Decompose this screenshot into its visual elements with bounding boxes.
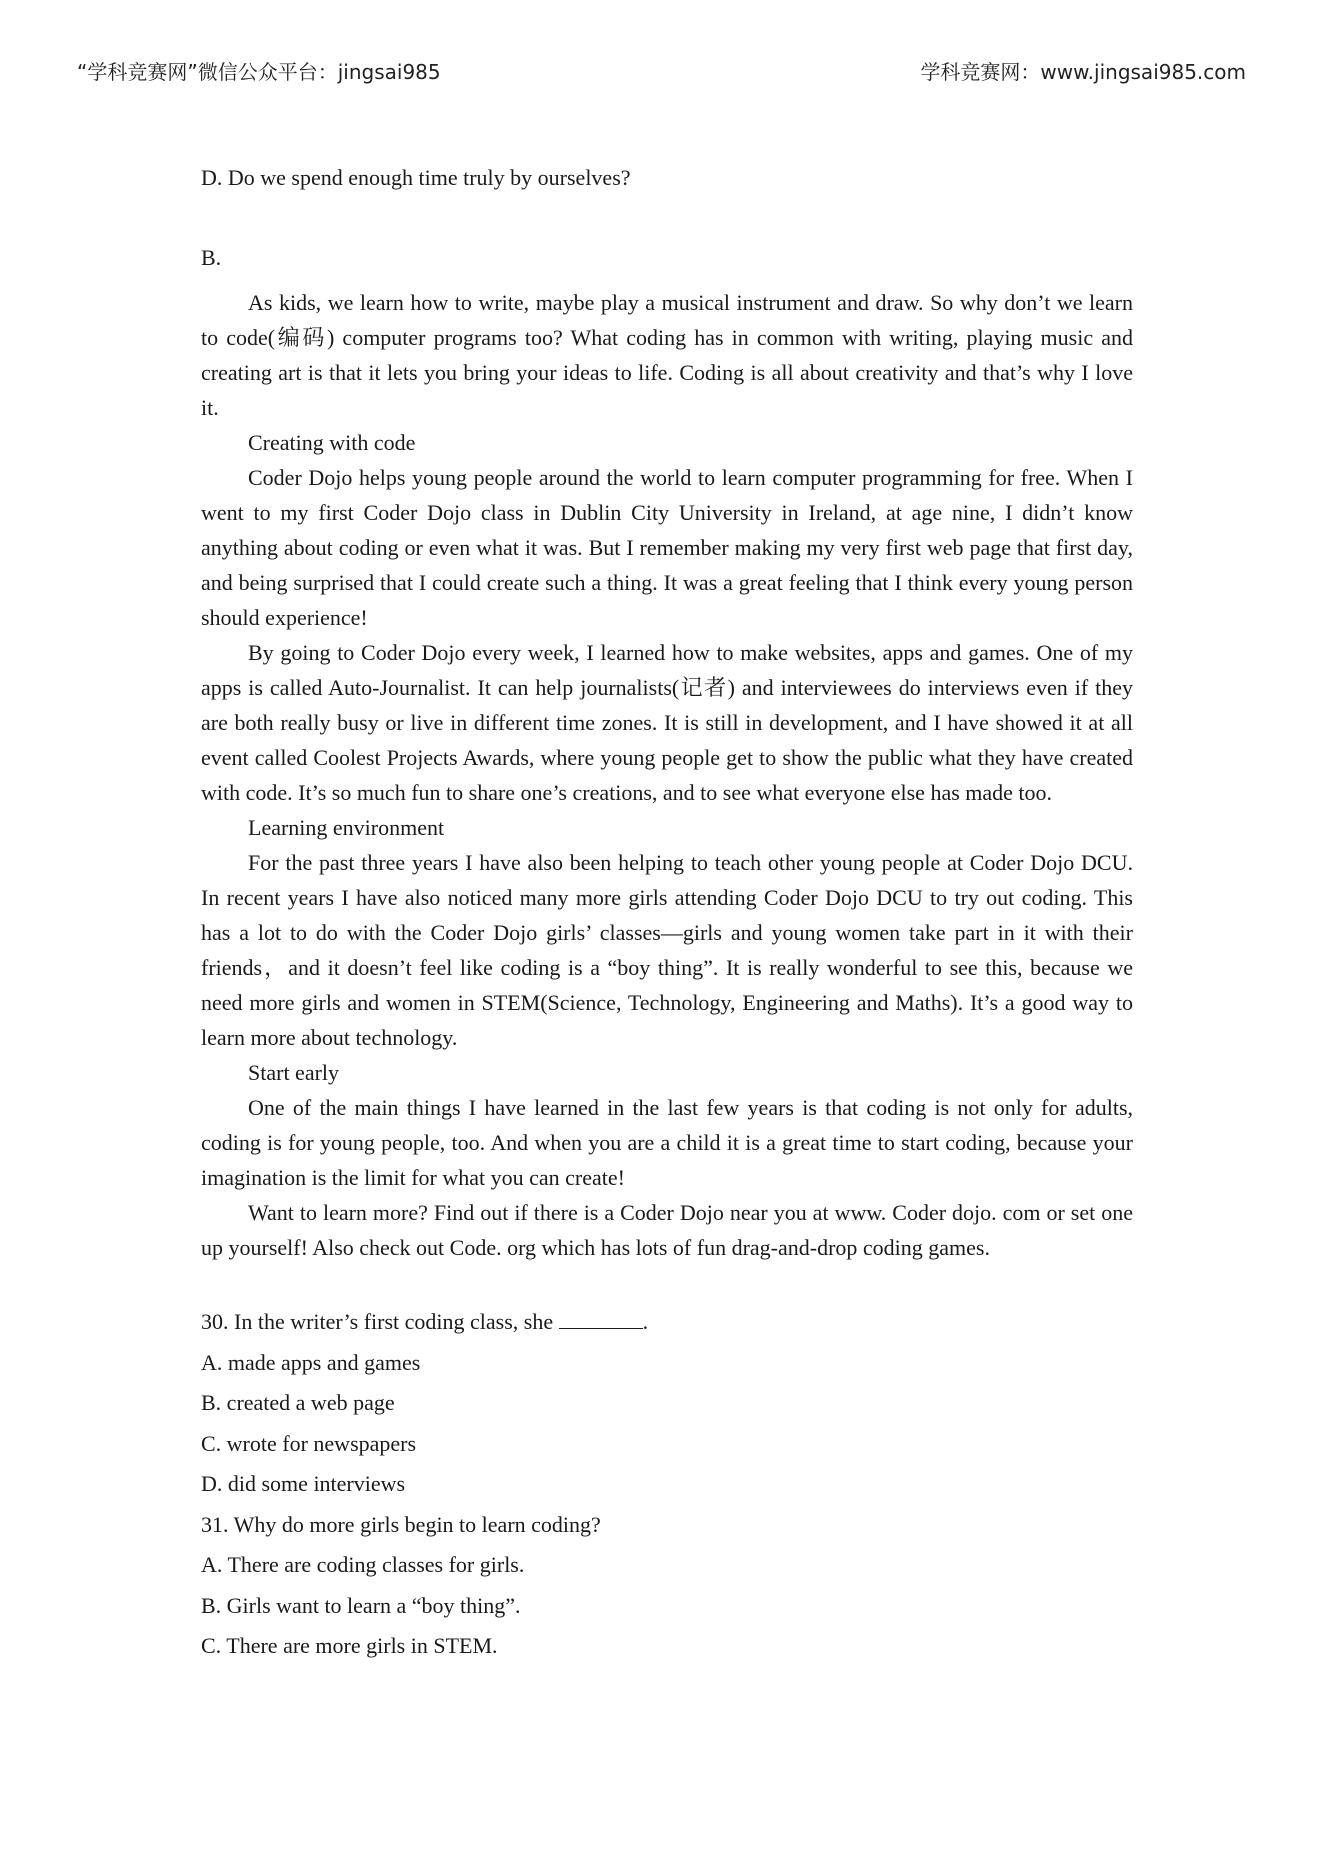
question-31-stem: 31. Why do more girls begin to learn coding?: [201, 1511, 601, 1537]
question-31-option-c: C. There are more girls in STEM.: [201, 1633, 498, 1658]
passage-paragraph-6: Want to learn more? Find out if there is a Coder Dojo near you at www. Coder dojo. com or set one up yourself! Also check out Code. org which has lots of fun drag-and-drop coding games.: [201, 1200, 1133, 1260]
passage-paragraph-1: As kids, we learn how to write, maybe play a musical instrument and draw. So why don’t we learn to code(编码) computer programs too? What coding has in common with writing, playing music and creating art is that it lets you bring your ideas to life. Coding is all about creativity and that’s why I love it.: [201, 290, 1133, 420]
question-30-option-c: C. wrote for newspapers: [201, 1430, 417, 1456]
question-31-option-b: B. Girls want to learn a “boy thing”.: [201, 1592, 521, 1618]
question-30-option-d: D. did some interviews: [201, 1471, 406, 1496]
question-30-stem-text: 30. In the writer’s first coding class, she: [201, 1309, 559, 1334]
passage-paragraph-5: One of the main things I have learned in the last few years is that coding is not only for adults, coding is for young people, too. And when you are a child it is a great time to start coding, because your imagination is the limit for what you can create!: [201, 1095, 1133, 1190]
header-left-text: “学科竞赛网”微信公众平台：jingsai985: [77, 60, 441, 84]
section-label: B.: [201, 245, 222, 270]
answer-blank: [559, 1310, 643, 1329]
spacer: [201, 195, 1133, 240]
spacer: [201, 1265, 1133, 1302]
passage-subheading-learning-environment: Learning environment: [248, 815, 445, 840]
question-31: [201, 1505, 1133, 1667]
header-right-text: 学科竞赛网：www.jingsai985.com: [920, 60, 1246, 84]
spacer: [201, 275, 1133, 285]
passage-subheading-start-early: Start early: [248, 1060, 340, 1085]
question-30-stem: [201, 1302, 1133, 1343]
question-30-stem-end: .: [642, 1309, 649, 1334]
question-30-option-b: B. created a web page: [201, 1390, 395, 1415]
reading-passage: [201, 285, 1133, 1265]
passage-paragraph-2: Coder Dojo helps young people around the world to learn computer programming for free. When I went to my first Coder Dojo class in Dublin City University in Ireland, at age nine, I didn’t know anything about coding or even what it was. But I remember making my very first web page that first day, and being surprised that I could create such a thing. It was a great feeling that I think every young person should experience!: [201, 465, 1133, 630]
passage-paragraph-3: By going to Coder Dojo every week, I learned how to make websites, apps and games. One of my apps is called Auto-Journalist. It can help journalists(记者) and interviewees do interviews even if they are both really busy or live in different time zones. It is still in development, and I have showed it at all event called Coolest Projects Awards, where young people get to show the public what they have created with code. It’s so much fun to share one’s creations, and to see what everyone else has made too.: [201, 640, 1133, 805]
document-body: [201, 160, 1133, 1667]
question-30-option-a: A. made apps and games: [201, 1349, 421, 1375]
question-30: [201, 1302, 1133, 1505]
passage-paragraph-4: For the past three years I have also been helping to teach other young people at Coder Dojo DCU. In recent years I have also noticed many more girls attending Coder Dojo DCU to try out coding. This has a lot to do with the Coder Dojo girls’ classes—girls and young women take part in it with their friends，and it doesn’t feel like coding is a “boy thing”. It is really wonderful to see this, because we need more girls and women in STEM(Science, Technology, Engineering and Maths). It’s a good way to learn more about technology.: [201, 850, 1133, 1050]
previous-question-option-d: D. Do we spend enough time truly by ourselves?: [201, 165, 631, 190]
passage-subheading-creating-with-code: Creating with code: [248, 430, 416, 455]
question-31-option-a: A. There are coding classes for girls.: [201, 1552, 525, 1577]
